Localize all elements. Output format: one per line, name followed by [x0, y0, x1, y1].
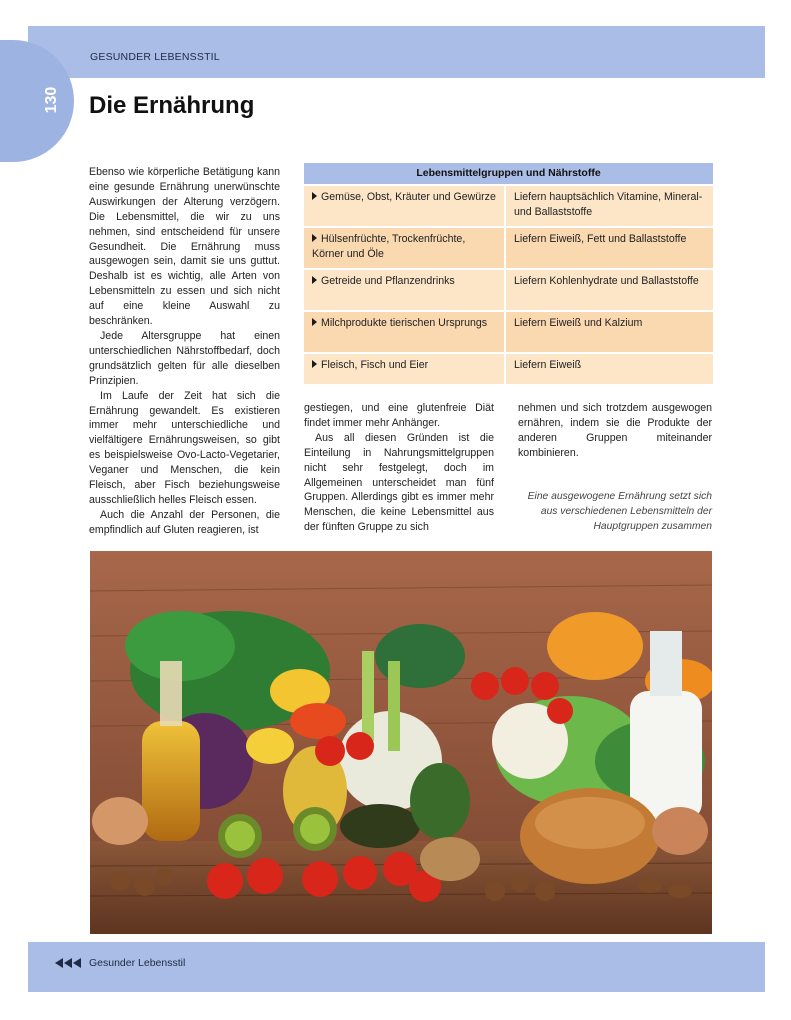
paragraph: Jede Altersgruppe hat einen unterschiedlichen Nährstoffbedarf, doch grundsätzlich gelten für alle dieselben Prinzipien.	[89, 329, 280, 387]
table-title: Lebensmittelgruppen und Nährstoffe	[304, 163, 713, 184]
nutrient-table	[304, 163, 713, 384]
table-row	[304, 184, 713, 226]
paragraph: gestiegen, und eine glutenfreie Diät findet immer mehr Anhänger.	[304, 402, 494, 429]
footer-label[interactable]: Gesunder Lebensstil	[89, 957, 186, 969]
food-photo	[90, 551, 712, 934]
table-row	[304, 352, 713, 384]
body-column-2	[304, 401, 494, 535]
paragraph: Im Laufe der Zeit hat sich die Ernährung gewandelt. Es existieren immer mehr unterschiedliche und vielfältigere Ernährungsweisen, so gibt es beispielsweise Ovo-Lacto-Vegetarier, Veganer und Menschen, die kein Fleisch, aber Fisch beziehungsweise ausschließlich helles Fleisch essen.	[89, 389, 280, 506]
table-cell-group: Gemüse, Obst, Kräuter und Gewürze	[304, 186, 506, 226]
paragraph: nehmen und sich trotzdem ausgewogen ernähren, indem sie die Produkte der anderen Gruppen miteinander kombinieren.	[518, 402, 712, 459]
section-label: GESUNDER LEBENSSTIL	[90, 51, 220, 63]
table-cell-group: Milchprodukte tierischen Ursprungs	[304, 312, 506, 352]
bullet-icon	[312, 276, 317, 284]
table-cell-group: Fleisch, Fisch und Eier	[304, 354, 506, 384]
table-row	[304, 226, 713, 268]
body-column-3	[518, 401, 712, 461]
photo-caption: Eine ausgewogene Ernährung setzt sich aus verschiedenen Lebensmitteln der Hauptgruppen zusammen	[527, 491, 712, 532]
bullet-icon	[312, 360, 317, 368]
bullet-icon	[312, 234, 317, 242]
table-cell-nutrients: Liefern Eiweiß	[506, 354, 713, 384]
table-row	[304, 310, 713, 352]
triple-left-arrow-icon[interactable]	[55, 958, 81, 968]
table-cell-nutrients: Liefern Eiweiß und Kalzium	[506, 312, 713, 352]
table-cell-group: Hülsenfrüchte, Trockenfrüchte, Körner und Öle	[304, 228, 506, 268]
table-row	[304, 268, 713, 310]
page-title: Die Ernährung	[89, 92, 255, 119]
bullet-icon	[312, 192, 317, 200]
page-number: 130	[43, 86, 60, 114]
table-cell-nutrients: Liefern Kohlenhydrate und Ballaststoffe	[506, 270, 713, 310]
paragraph: Ebenso wie körperliche Betätigung kann eine gesunde Ernährung unerwünschte Auswirkungen der Alterung verzögern. Die Lebensmittel, die wir zu uns nehmen, sind entscheidend für unsere Gesundheit. Die Ernährung muss ausgewogen sein, damit sie uns guttut. Deshalb ist es wichtig, alle Arten von Lebensmitteln zu essen und sich nicht auf eine kleine Auswahl zu beschränken.	[89, 166, 280, 328]
body-column-1	[89, 165, 280, 538]
table-cell-nutrients: Liefern hauptsächlich Vitamine, Mineral- und Ballaststoffe	[506, 186, 713, 226]
paragraph: Auch die Anzahl der Personen, die empfindlich auf Gluten reagieren, ist	[89, 508, 280, 536]
table-cell-group: Getreide und Pflanzendrinks	[304, 270, 506, 310]
paragraph: Aus all diesen Gründen ist die Einteilung in Nahrungsmittelgruppen nicht sehr festgelegt, doch im Allgemeinen unterscheidet man fünf Gruppen. Allerdings gibt es immer mehr Menschen, die keine Lebensmittel aus der fünften Gruppe zu sich	[304, 431, 494, 534]
bullet-icon	[312, 318, 317, 326]
table-cell-nutrients: Liefern Eiweiß, Fett und Ballaststoffe	[506, 228, 713, 268]
